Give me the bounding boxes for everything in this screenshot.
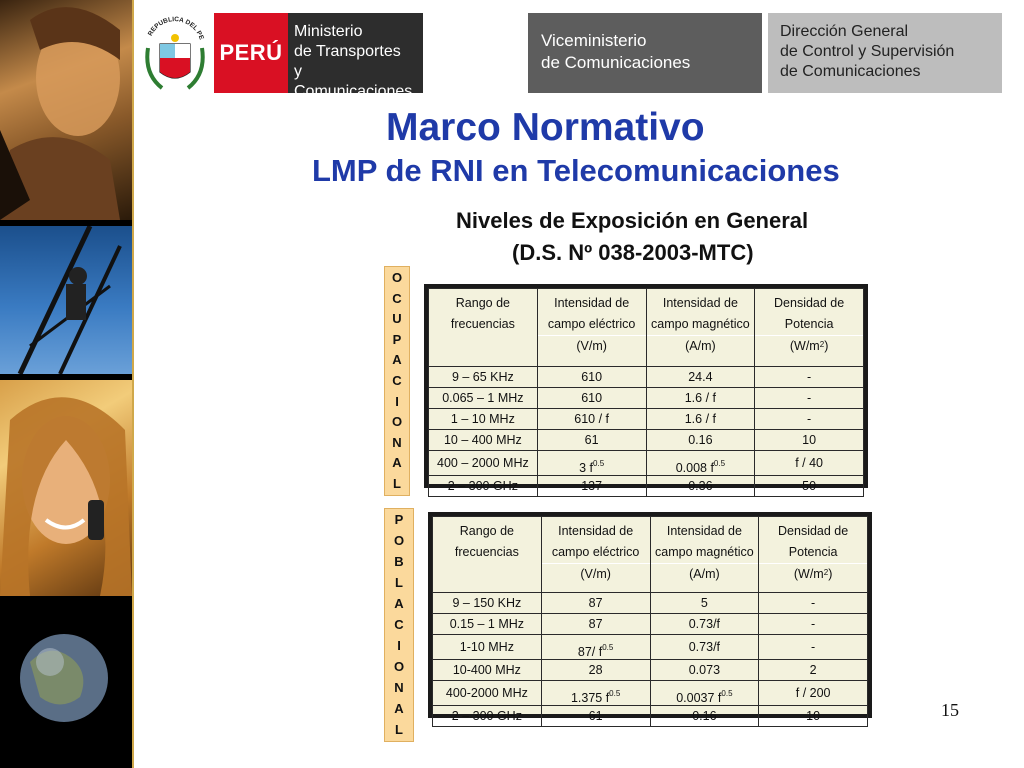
- cell-magnetic-field: 0.0037 $f^{0.5}$: [650, 681, 759, 706]
- cell-power-density: -: [755, 409, 864, 430]
- poblacional-letter: B: [394, 554, 404, 569]
- photo-antenna-worker: [0, 226, 132, 374]
- poblacional-letter: P: [394, 512, 404, 527]
- cell-electric-field: 1.375 $f^{0.5}$: [541, 681, 650, 706]
- label-poblacional: [384, 508, 414, 742]
- cell-frequency: 0.065 – 1 MHz: [429, 388, 538, 409]
- table-row: [433, 593, 868, 614]
- cell-frequency: 10-400 MHz: [433, 660, 542, 681]
- cell-frequency: 1 – 10 MHz: [429, 409, 538, 430]
- header-electric-field: Intensidad de campo eléctrico (V/m): [537, 289, 646, 367]
- cell-frequency: 10 – 400 MHz: [429, 430, 538, 451]
- page-number: 15: [941, 700, 959, 720]
- poblacional-letter: I: [397, 638, 401, 653]
- cell-magnetic-field: 0.36: [646, 476, 755, 497]
- ocupacional-letter: U: [392, 311, 402, 327]
- directorate-name: Dirección General de Control y Supervisión de Comunicaciones: [768, 13, 1002, 93]
- header-frequency: Rango de frecuencias: [429, 289, 538, 367]
- poblacional-letter: N: [394, 680, 404, 695]
- cell-power-density: 2: [759, 660, 868, 681]
- ocupacional-letter: C: [392, 372, 402, 388]
- table-row: [429, 409, 864, 430]
- svg-text:REPUBLICA DEL PERU: REPUBLICA DEL PE: [146, 16, 205, 41]
- section-decree: (D.S. Nº 038-2003-MTC): [512, 240, 754, 265]
- table-row: [433, 614, 868, 635]
- photo-strip: [0, 0, 132, 768]
- table-row: [429, 451, 864, 476]
- cell-electric-field: 87: [541, 593, 650, 614]
- poblacional-letter: O: [393, 533, 405, 548]
- poblacional-letter: A: [394, 701, 404, 716]
- ocupacional-letter: O: [391, 414, 403, 430]
- cell-frequency: 400-2000 MHz: [433, 681, 542, 706]
- cell-magnetic-field: 0.73/f: [650, 635, 759, 660]
- cell-electric-field: 610: [537, 367, 646, 388]
- cell-frequency: 400 – 2000 MHz: [429, 451, 538, 476]
- poblacional-letter: A: [394, 596, 404, 611]
- cell-power-density: 10: [759, 706, 868, 727]
- cell-power-density: -: [759, 614, 868, 635]
- cell-electric-field: 87/ $f^{0.5}$: [541, 635, 650, 660]
- cell-power-density: f / 40: [755, 451, 864, 476]
- cell-power-density: -: [759, 593, 868, 614]
- strip-divider: [132, 0, 134, 768]
- cell-electric-field: 28: [541, 660, 650, 681]
- ocupacional-letter: P: [392, 331, 402, 347]
- ocupacional-letter: I: [395, 393, 399, 409]
- vice-ministry-name: Viceministerio de Comunicaciones: [528, 13, 762, 93]
- cell-electric-field: 61: [537, 430, 646, 451]
- table-row: [433, 660, 868, 681]
- cell-electric-field: 610: [537, 388, 646, 409]
- cell-magnetic-field: 0.073: [650, 660, 759, 681]
- cell-magnetic-field: 0.73/f: [650, 614, 759, 635]
- national-crest-icon: [142, 14, 208, 94]
- cell-frequency: 1-10 MHz: [433, 635, 542, 660]
- section-title: Niveles de Exposición en General: [456, 208, 809, 233]
- cell-power-density: -: [755, 388, 864, 409]
- cell-electric-field: 87: [541, 614, 650, 635]
- label-ocupacional: [384, 266, 410, 496]
- cell-power-density: -: [755, 367, 864, 388]
- header-frequency: Rango de frecuencias: [433, 517, 542, 593]
- ocupacional-letter: O: [391, 270, 403, 285]
- cell-frequency: 9 – 150 KHz: [433, 593, 542, 614]
- ocupacional-letter: A: [392, 352, 402, 368]
- peru-brand: PERÚ: [214, 13, 288, 93]
- table-row: [429, 476, 864, 497]
- cell-electric-field: 137: [537, 476, 646, 497]
- ministry-logo: [214, 13, 423, 100]
- header-magnetic-field: Intensidad de campo magnético (A/m): [650, 517, 759, 593]
- cell-magnetic-field: 0.16: [650, 706, 759, 727]
- cell-magnetic-field: 1.6 / f: [646, 388, 755, 409]
- table-row: [433, 635, 868, 660]
- table-row: [433, 706, 868, 727]
- table-row: [429, 388, 864, 409]
- ocupacional-letter: N: [392, 434, 402, 450]
- ocupacional-letter: L: [393, 475, 401, 491]
- cell-electric-field: 610 / f: [537, 409, 646, 430]
- cell-power-density: 10: [755, 430, 864, 451]
- cell-power-density: f / 200: [759, 681, 868, 706]
- cell-power-density: 50: [755, 476, 864, 497]
- cell-magnetic-field: 24.4: [646, 367, 755, 388]
- ministry-header: [138, 12, 1008, 100]
- table-row: [429, 367, 864, 388]
- photo-man-thinking: [0, 0, 132, 220]
- poblacional-letter: O: [393, 659, 405, 674]
- header-power-density: Densidad de Potencia $(W/m^2)$: [755, 289, 864, 367]
- cell-frequency: 9 – 65 KHz: [429, 367, 538, 388]
- poblacional-letter: C: [394, 617, 404, 632]
- cell-electric-field: 61: [541, 706, 650, 727]
- header-electric-field: Intensidad de campo eléctrico (V/m): [541, 517, 650, 593]
- cell-magnetic-field: 5: [650, 593, 759, 614]
- poblacional-letter: L: [395, 575, 403, 590]
- cell-magnetic-field: 1.6 / f: [646, 409, 755, 430]
- ministry-name: Ministerio de Transportes y Comunicaciones: [288, 13, 423, 93]
- header-power-density: Densidad de Potencia $(W/m^2)$: [759, 517, 868, 593]
- table-ocupacional: [424, 284, 868, 493]
- photo-woman-phone: [0, 380, 132, 596]
- cell-electric-field: 3 $f^{0.5}$: [537, 451, 646, 476]
- table-poblacional: [428, 512, 872, 723]
- header-magnetic-field: Intensidad de campo magnético (A/m): [646, 289, 755, 367]
- cell-frequency: 0.15 – 1 MHz: [433, 614, 542, 635]
- table-row: [429, 430, 864, 451]
- table-row: [433, 681, 868, 706]
- ocupacional-letter: A: [392, 455, 402, 471]
- slide-title: Marco Normativo: [386, 106, 705, 149]
- photo-globe: [0, 602, 132, 768]
- slide-subtitle: LMP de RNI en Telecomunicaciones: [312, 153, 840, 188]
- ocupacional-letter: C: [392, 290, 402, 306]
- poblacional-letter: L: [395, 722, 403, 737]
- cell-magnetic-field: 0.16: [646, 430, 755, 451]
- cell-magnetic-field: 0.008 $f^{0.5}$: [646, 451, 755, 476]
- cell-frequency: 2 – 300 GHz: [429, 476, 538, 497]
- cell-power-density: -: [759, 635, 868, 660]
- cell-frequency: 2 – 300 GHz: [433, 706, 542, 727]
